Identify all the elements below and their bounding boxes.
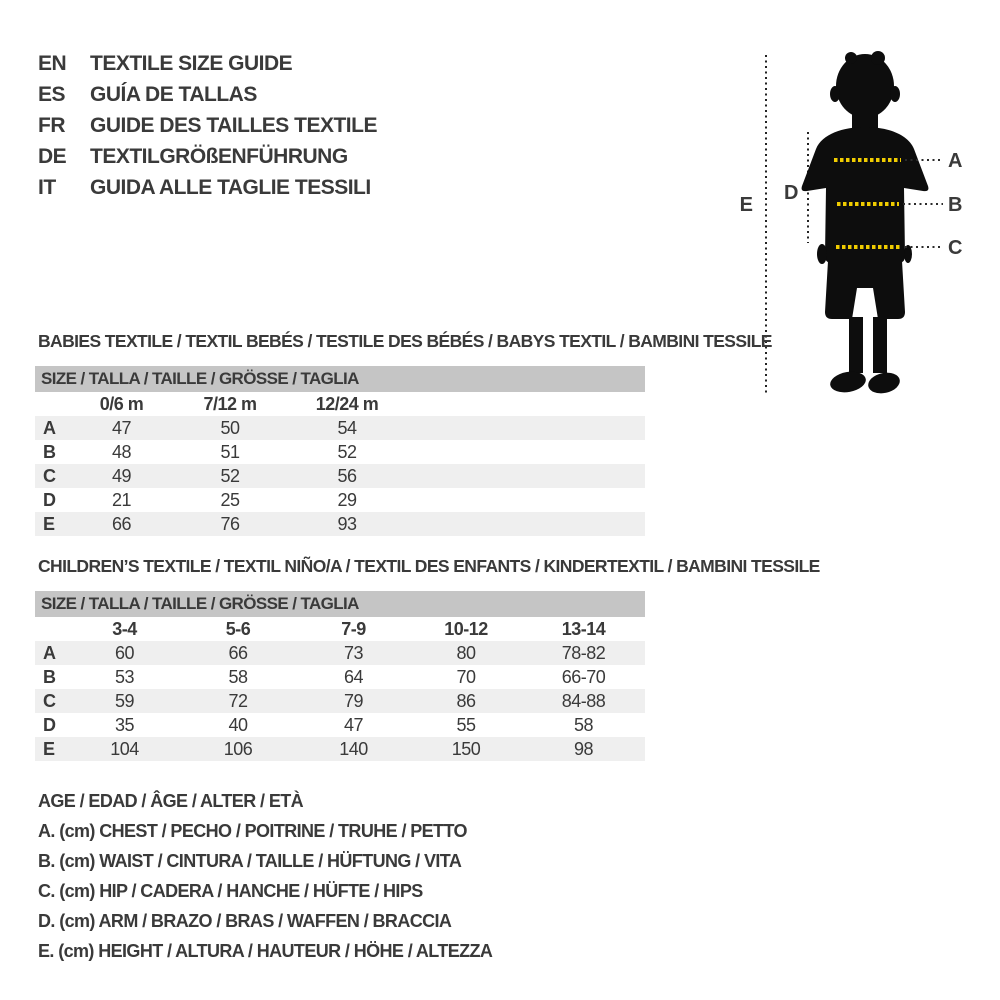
- table-cell: 53: [114, 666, 135, 687]
- children-section-heading: CHILDREN’S TEXTILE / TEXTIL NIÑO/A / TEXTIL DES ENFANTS / KINDERTEXTIL / BAMBINI TESSILE: [38, 556, 820, 576]
- column-header: 12/24 m: [315, 393, 379, 414]
- chest-label: A: [948, 150, 962, 172]
- arm-label: D: [784, 182, 798, 204]
- row-label: E: [43, 738, 55, 759]
- measurement-legend: [38, 786, 492, 966]
- table-cell: 79: [343, 690, 364, 711]
- table-row: [35, 440, 645, 464]
- guide-title: GUÍA DE TALLAS: [90, 82, 257, 106]
- row-label: E: [43, 513, 55, 534]
- table-cell: 48: [111, 441, 132, 462]
- language-row: [38, 79, 377, 110]
- table-cell: 64: [343, 666, 364, 687]
- legend-hip: C. (cm) HIP / CADERA / HANCHE / HÜFTE / HIPS: [38, 881, 423, 901]
- language-code: EN: [38, 51, 67, 75]
- table-cell: 73: [343, 642, 364, 663]
- row-label: D: [43, 489, 56, 510]
- table-row: [35, 512, 645, 536]
- table-cell: 49: [111, 465, 132, 486]
- table-cell: 76: [220, 513, 240, 534]
- table-cell: 58: [228, 666, 248, 687]
- legend-height: E. (cm) HEIGHT / ALTURA / HAUTEUR / HÖHE / ALTEZZA: [38, 941, 493, 961]
- legend-arm: D. (cm) ARM / BRAZO / BRAS / WAFFEN / BRACCIA: [38, 911, 452, 931]
- language-row: [38, 48, 377, 79]
- table-row: [35, 713, 645, 737]
- legend-age: AGE / EDAD / ÂGE / ALTER / ETÀ: [38, 791, 304, 811]
- table-cell: 35: [114, 714, 135, 735]
- column-header: 3-4: [112, 618, 137, 639]
- table-cell: 51: [220, 441, 240, 462]
- language-title-list: [38, 48, 377, 203]
- language-code: DE: [38, 144, 67, 168]
- table-row: [35, 488, 645, 512]
- language-code: IT: [38, 175, 56, 199]
- table-cell: 52: [220, 465, 240, 486]
- table-cell: 40: [228, 714, 248, 735]
- table-cell: 50: [220, 417, 240, 438]
- child-silhouette: [802, 51, 929, 396]
- column-header: 0/6 m: [99, 393, 144, 414]
- table-cell: 66-70: [561, 666, 606, 687]
- language-row: [38, 172, 377, 203]
- language-code: ES: [38, 82, 66, 106]
- table-row: [35, 641, 645, 665]
- table-cell: 52: [337, 441, 357, 462]
- babies-size-table: [35, 366, 645, 536]
- table-cell: 55: [456, 714, 476, 735]
- height-label: E: [739, 194, 753, 216]
- table-cell: 98: [573, 738, 594, 759]
- table-cell: 66: [111, 513, 132, 534]
- language-row: [38, 110, 377, 141]
- table-cell: 84-88: [561, 690, 606, 711]
- table-row: [35, 689, 645, 713]
- table-cell: 70: [456, 666, 476, 687]
- table-cell: 58: [573, 714, 594, 735]
- table-row: [35, 416, 645, 440]
- row-label: A: [43, 417, 56, 438]
- column-header: 13-14: [561, 618, 606, 639]
- table-cell: 21: [111, 489, 132, 510]
- table-cell: 66: [228, 642, 248, 663]
- language-row: [38, 141, 377, 172]
- table-cell: 47: [343, 714, 364, 735]
- legend-chest: A. (cm) CHEST / PECHO / POITRINE / TRUHE / PETTO: [38, 821, 467, 841]
- table-cell: 93: [337, 513, 357, 534]
- table-cell: 29: [337, 489, 357, 510]
- column-header-row: [35, 617, 645, 641]
- row-label: C: [43, 690, 56, 711]
- table-cell: 60: [114, 642, 135, 663]
- row-label: B: [43, 666, 56, 687]
- table-cell: 104: [110, 738, 139, 759]
- column-header: 7/12 m: [203, 393, 257, 414]
- column-header: 10-12: [444, 618, 488, 639]
- guide-title: TEXTILGRÖßENFÜHRUNG: [90, 144, 348, 168]
- table-cell: 140: [339, 738, 368, 759]
- table-cell: 78-82: [561, 642, 606, 663]
- row-label: C: [43, 465, 56, 486]
- size-header-bar: SIZE / TALLA / TAILLE / GRÖSSE / TAGLIA: [35, 591, 645, 617]
- waist-label: B: [948, 194, 962, 216]
- legend-waist: B. (cm) WAIST / CINTURA / TAILLE / HÜFTUNG / VITA: [38, 851, 462, 871]
- table-cell: 54: [337, 417, 357, 438]
- table-cell: 150: [451, 738, 481, 759]
- table-cell: 86: [456, 690, 476, 711]
- guide-title: GUIDE DES TAILLES TEXTILE: [90, 113, 377, 137]
- row-label: B: [43, 441, 56, 462]
- column-header: 7-9: [341, 618, 366, 639]
- table-cell: 72: [228, 690, 248, 711]
- babies-section-heading: BABIES TEXTILE / TEXTIL BEBÉS / TESTILE DES BÉBÉS / BABYS TEXTIL / BAMBINI TESSILE: [38, 331, 772, 351]
- size-header-bar: SIZE / TALLA / TAILLE / GRÖSSE / TAGLIA: [35, 366, 645, 392]
- children-size-table: [35, 591, 645, 761]
- hip-label: C: [948, 237, 962, 259]
- table-cell: 25: [220, 489, 240, 510]
- guide-title: GUIDA ALLE TAGLIE TESSILI: [90, 175, 371, 199]
- table-cell: 80: [456, 642, 476, 663]
- table-cell: 56: [337, 465, 357, 486]
- language-code: FR: [38, 113, 65, 137]
- table-cell: 106: [223, 738, 253, 759]
- row-label: D: [43, 714, 56, 735]
- column-header-row: [35, 392, 645, 416]
- table-row: [35, 737, 645, 761]
- column-header: 5-6: [225, 618, 251, 639]
- table-cell: 47: [111, 417, 132, 438]
- row-label: A: [43, 642, 56, 663]
- table-row: [35, 464, 645, 488]
- table-cell: 59: [114, 690, 135, 711]
- table-row: [35, 665, 645, 689]
- guide-title: TEXTILE SIZE GUIDE: [90, 51, 293, 75]
